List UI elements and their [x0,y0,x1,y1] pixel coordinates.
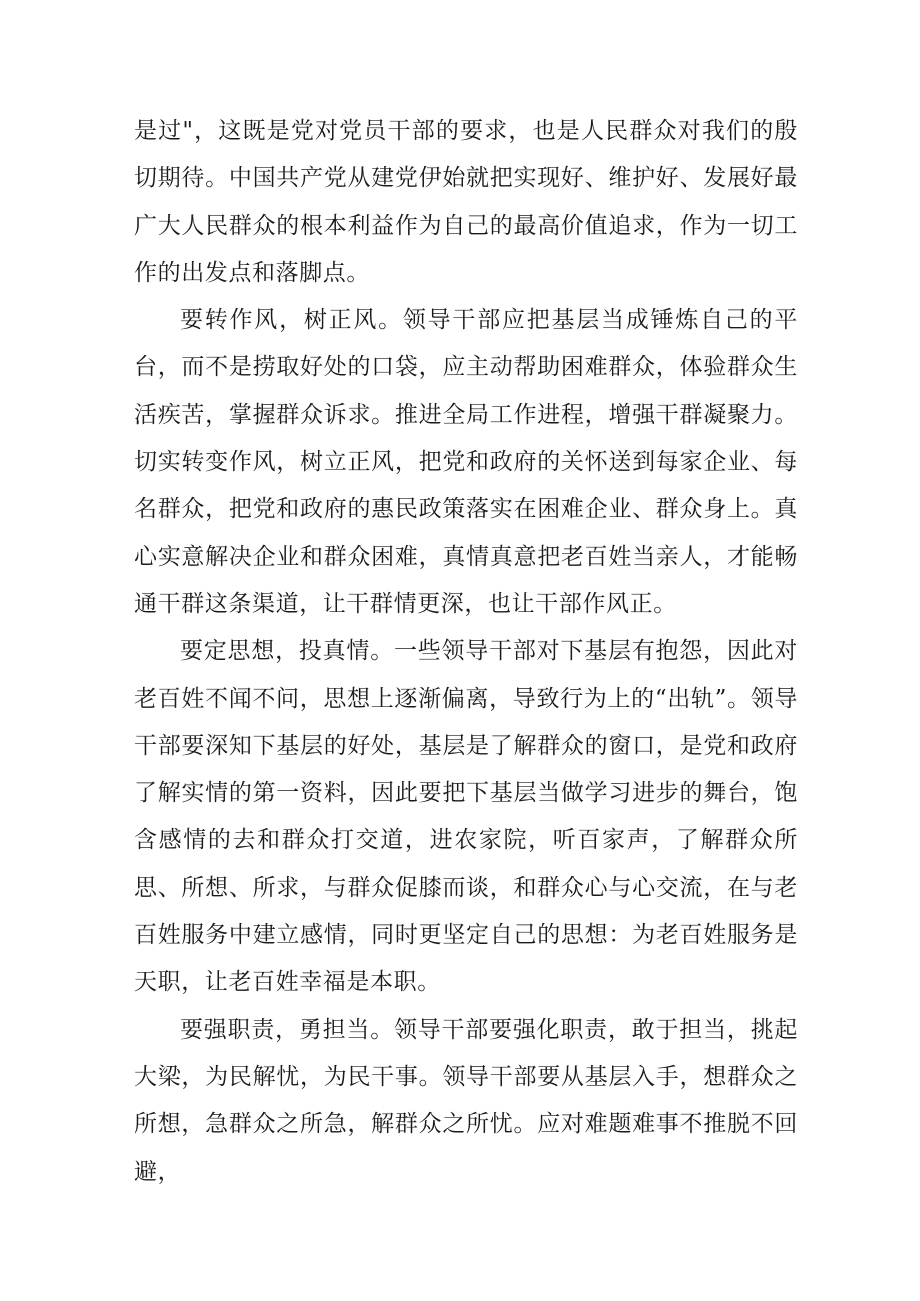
paragraph-strengthen-duty: 要强职责，勇担当。领导干部要强化职责，敢于担当，挑起大梁，为民解忧，为民干事。领导干部要从基层入手，想群众之所想，急群众之所急，解群众之所忧。应对难题难事不推脱不回避， [134,1016,798,1185]
paragraph-firm-thinking: 要定思想，投真情。一些领导干部对下基层有抱怨，因此对老百姓不闻不问，思想上逐渐偏离，导致行为上的“出轨”。领导干部要深知下基层的好处，基层是了解群众的窗口，是党和政府了解实情的第一资料，因此要把下基层当做学习进步的舞台，饱含感情的去和群众打交道，进农家院，听百家声，了解群众所思、所想、所求，与群众促膝而谈，和群众心与心交流，在与老百姓服务中建立感情，同时更坚定自己的思想：为老百姓服务是天职，让老百姓幸福是本职。 [134,638,798,996]
document-body [134,108,798,1196]
paragraph-transform-style: 要转作风，树正风。领导干部应把基层当成锤炼自己的平台，而不是捞取好处的口袋，应主动帮助困难群众，体验群众生活疾苦，掌握群众诉求。推进全局工作进程，增强干群凝聚力。切实转变作风，树立正风，把党和政府的关怀送到每家企业、每名群众，把党和政府的惠民政策落实在困难企业、群众身上。真心实意解决企业和群众困难，真情真意把老百姓当亲人，才能畅通干群这条渠道，让干群情更深，也让干部作风正。 [134,307,798,617]
paragraph-continuation: 是过"，这既是党对党员干部的要求，也是人民群众对我们的殷切期待。中国共产党从建党伊始就把实现好、维护好、发展好最广大人民群众的根本利益作为自己的最高价值追求，作为一切工作的出发点和落脚点。 [134,118,798,286]
